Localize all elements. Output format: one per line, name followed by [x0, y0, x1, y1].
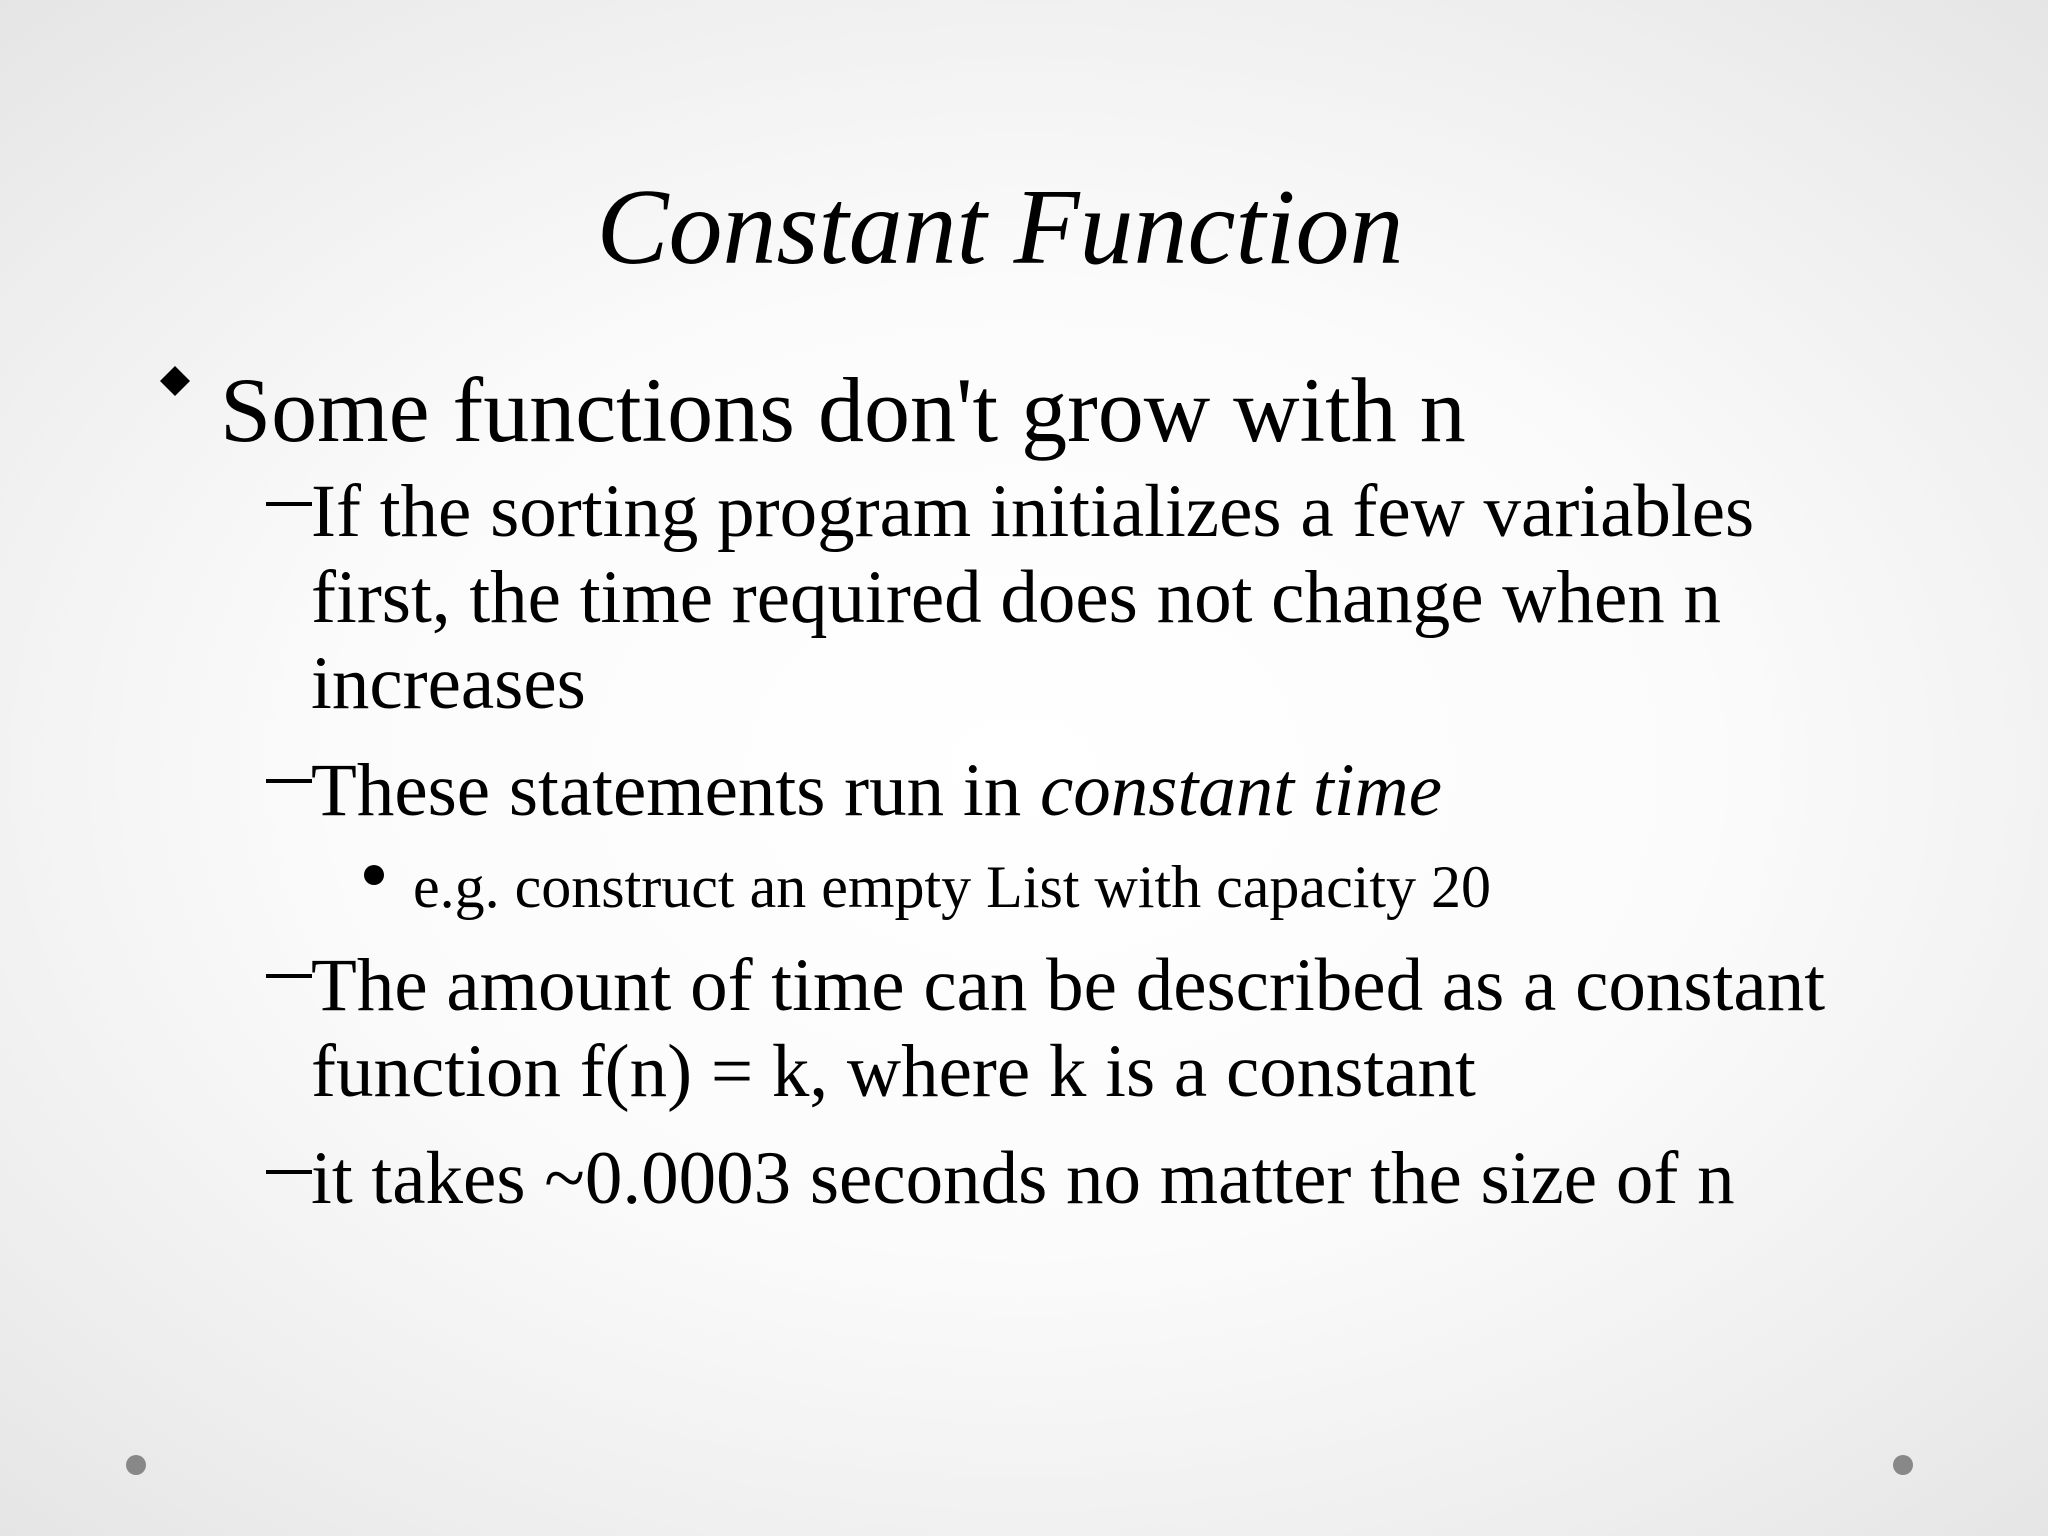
corner-dot-right-icon	[1893, 1455, 1913, 1475]
sub-bullet-sorting: If the sorting program initializes a few variables first, the time required does not change when n increases	[311, 470, 1755, 725]
sub-bullet-constant-function: The amount of time can be described as a constant function f(n) = k, where k is a constant	[311, 944, 1826, 1113]
round-bullet-icon	[364, 865, 384, 885]
dash-bullet-icon	[266, 502, 312, 506]
slide-title: Constant Function	[596, 168, 1404, 287]
dash-bullet-icon	[266, 1170, 312, 1174]
sub-sub-bullet-example: e.g. construct an empty List with capacity 20	[413, 854, 1492, 920]
sub-bullet-constant-time-text: These statements run in	[311, 749, 1040, 832]
sub-bullet-constant-time	[311, 748, 1911, 834]
bullet-level1: Some functions don't grow with n	[220, 359, 1466, 461]
dash-bullet-icon	[266, 779, 312, 783]
diamond-bullet-icon	[160, 366, 190, 396]
sub-bullet-time-taken: it takes ~0.0003 seconds no matter the size of n	[311, 1137, 1735, 1220]
constant-time-emphasis: constant time	[1039, 749, 1443, 832]
dash-bullet-icon	[266, 974, 312, 978]
corner-dot-left-icon	[126, 1455, 146, 1475]
